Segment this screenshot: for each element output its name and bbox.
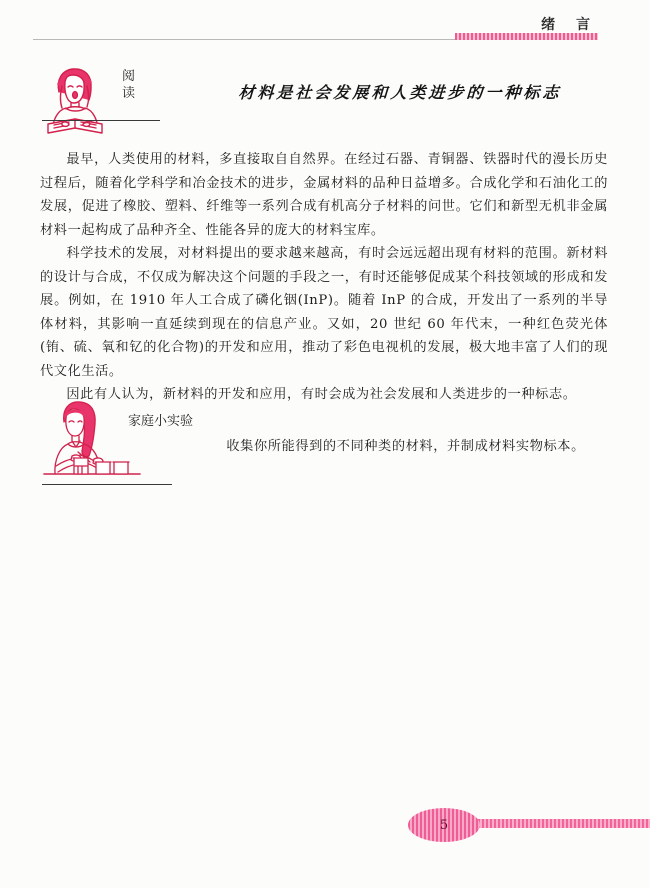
paragraph: 因此有人认为，新材料的开发和应用，有时会成为社会发展和人类进步的一种标志。 bbox=[66, 387, 577, 402]
experiment-label: 家庭小实验 bbox=[128, 414, 194, 429]
girl-reading-book-icon bbox=[40, 62, 112, 134]
paragraph: 最早，人类使用的材料，多直接取自自然界。在经过石器、青铜器、铁器时代的漫长历史过程后，随着化学科学和冶金技术的进步，金属材料的品种日益增多。合成化学和石油化工的发展，促进了橡胶、塑料、纤维等一系列合成有机高分子材料的问世。它们和新型无机非金属材料一起构成了品种齐全、性能各异的庞大的材料宝库。 bbox=[40, 152, 608, 238]
page-number: 5 bbox=[439, 817, 449, 833]
experiment-underline bbox=[42, 484, 172, 485]
home-experiment-section bbox=[40, 396, 610, 492]
article-title: 材料是社会发展和人类进步的一种标志 bbox=[237, 83, 562, 102]
header-stripe-decoration bbox=[455, 33, 598, 40]
chapter-title: 绪 言 bbox=[541, 17, 598, 33]
reading-section bbox=[40, 62, 610, 134]
page-footer bbox=[0, 804, 650, 850]
footer-stripe-decoration bbox=[470, 819, 650, 828]
reading-label: 阅读 bbox=[122, 69, 136, 101]
reading-underline bbox=[42, 120, 160, 121]
article-body bbox=[40, 148, 608, 407]
experiment-instruction-text: 收集你所能得到的不同种类的材料，并制成材料实物标本。 bbox=[226, 439, 585, 454]
girl-doing-experiment-icon bbox=[42, 396, 142, 488]
paragraph: 科学技术的发展，对材料提出的要求越来越高，有时会远远超出现有材料的范围。新材料的设计与合成，不仅成为解决这个问题的手段之一，有时还能够促成某个科技领域的形成和发展。例如，在 1910 年人工合成了磷化铟(InP)。随着 InP 的合成，开发出了一系列的半导体材料，其影响一直延续到现在的信息产业。又如，20 世纪 60 年代末，一种红色荧光体(铕、硫、氧和钇的化合物)的开发和应用，推动了彩色电视机的发展，极大地丰富了人们的现代文化生活。 bbox=[40, 246, 608, 379]
page-header bbox=[0, 14, 650, 54]
